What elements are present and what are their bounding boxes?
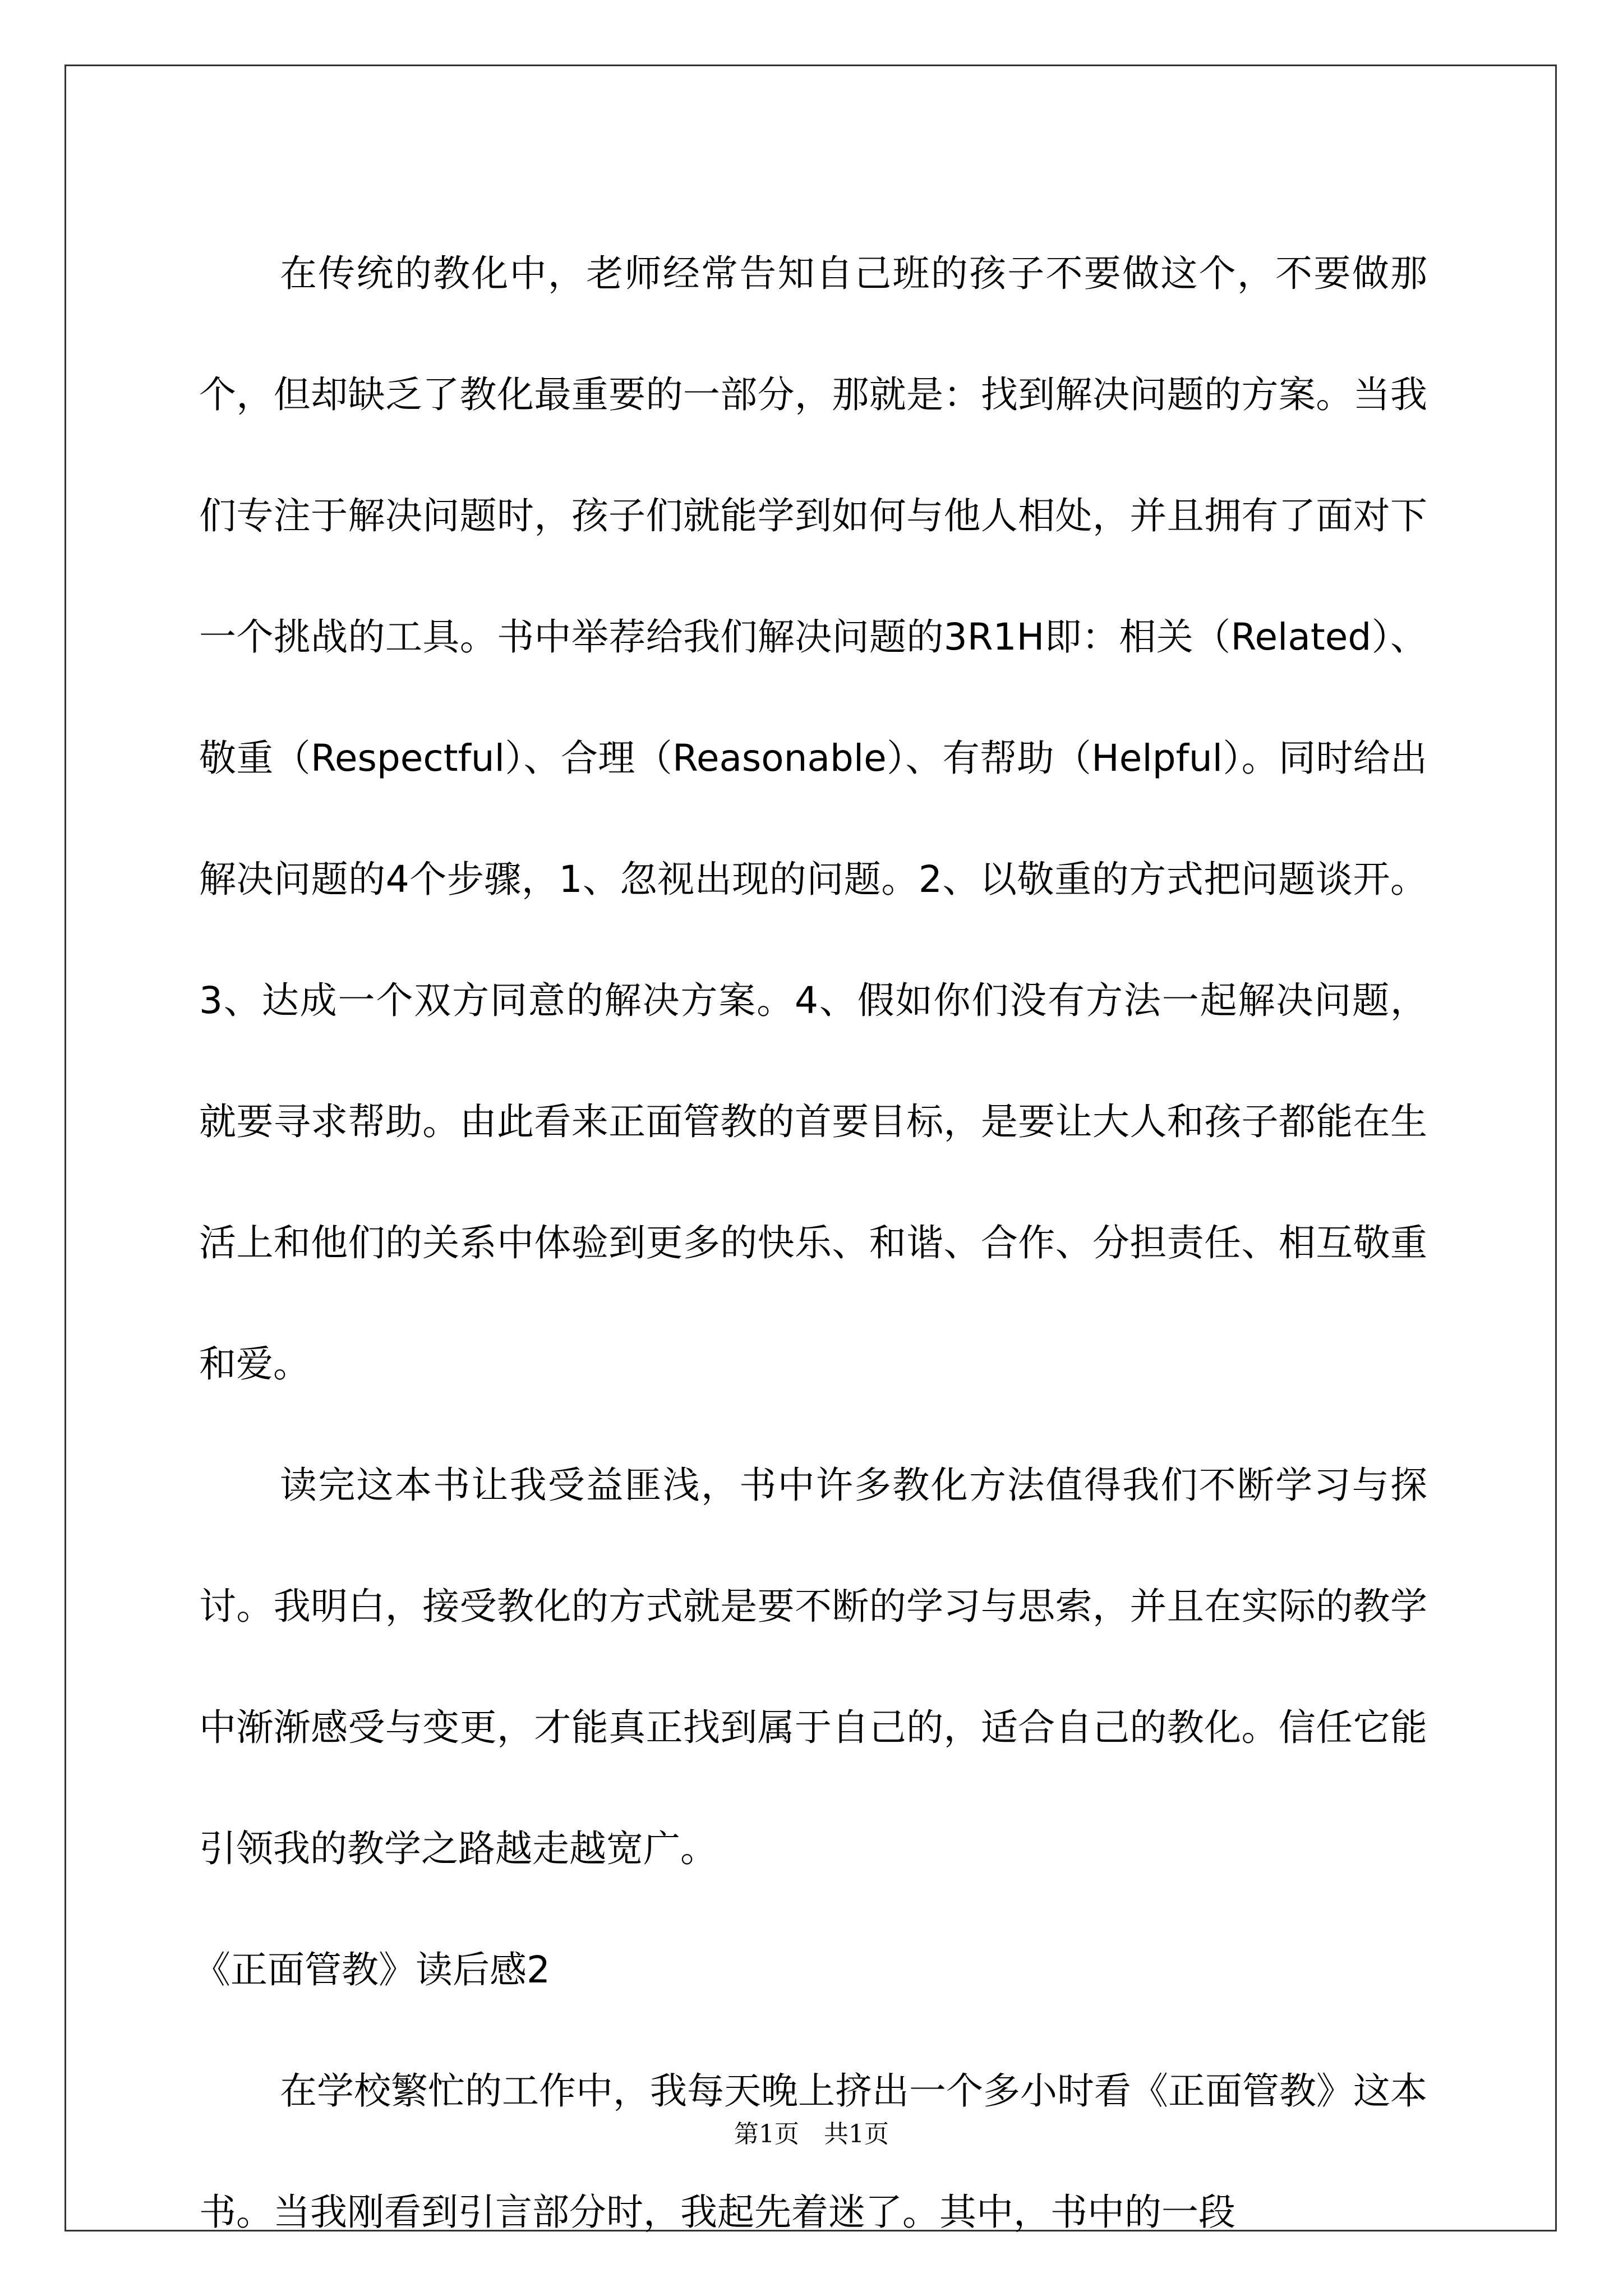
page-footer — [0, 2118, 1623, 2151]
paragraph-1: 在传统的教化中，老师经常告知自己班的孩子不要做这个，不要做那个，但却缺乏了教化最重要的一部分，那就是：找到解决问题的方案。当我们专注于解决问题时，孩子们就能学到如何与他人相处，并且拥有了面对下一个挑战的工具。书中举荐给我们解决问题的3R1H即：相关（Related）、敬重（Respectful）、合理（Reasonable）、有帮助（Helpful）。同时给出解决问题的4个步骤，1、忽视出现的问题。2、以敬重的方式把问题谈开。3、达成一个双方同意的解决方案。4、假如你们没有方法一起解决问题，就要寻求帮助。由此看来正面管教的首要目标，是要让大人和孩子都能在生活上和他们的关系中体验到更多的快乐、和谐、合作、分担责任、相互敬重和爱。 — [199, 252, 1427, 1386]
page-number-label: 第1页 共1页 — [734, 2120, 889, 2148]
paragraph-3: 在学校繁忙的工作中，我每天晚上挤出一个多小时看《正面管教》这本书。当我刚看到引言部分时，我起先着迷了。其中，书中的一段 — [199, 2069, 1427, 2234]
paragraph-2: 读完这本书让我受益匪浅，书中许多教化方法值得我们不断学习与探讨。我明白，接受教化的方式就是要不断的学习与思索，并且在实际的教学中渐渐感受与变更，才能真正找到属于自己的，适合自己的教化。信任它能引领我的教学之路越走越宽广。 — [199, 1464, 1427, 1870]
section-heading: 《正面管教》读后感2 — [193, 1948, 550, 1991]
document-body — [193, 213, 1427, 2273]
